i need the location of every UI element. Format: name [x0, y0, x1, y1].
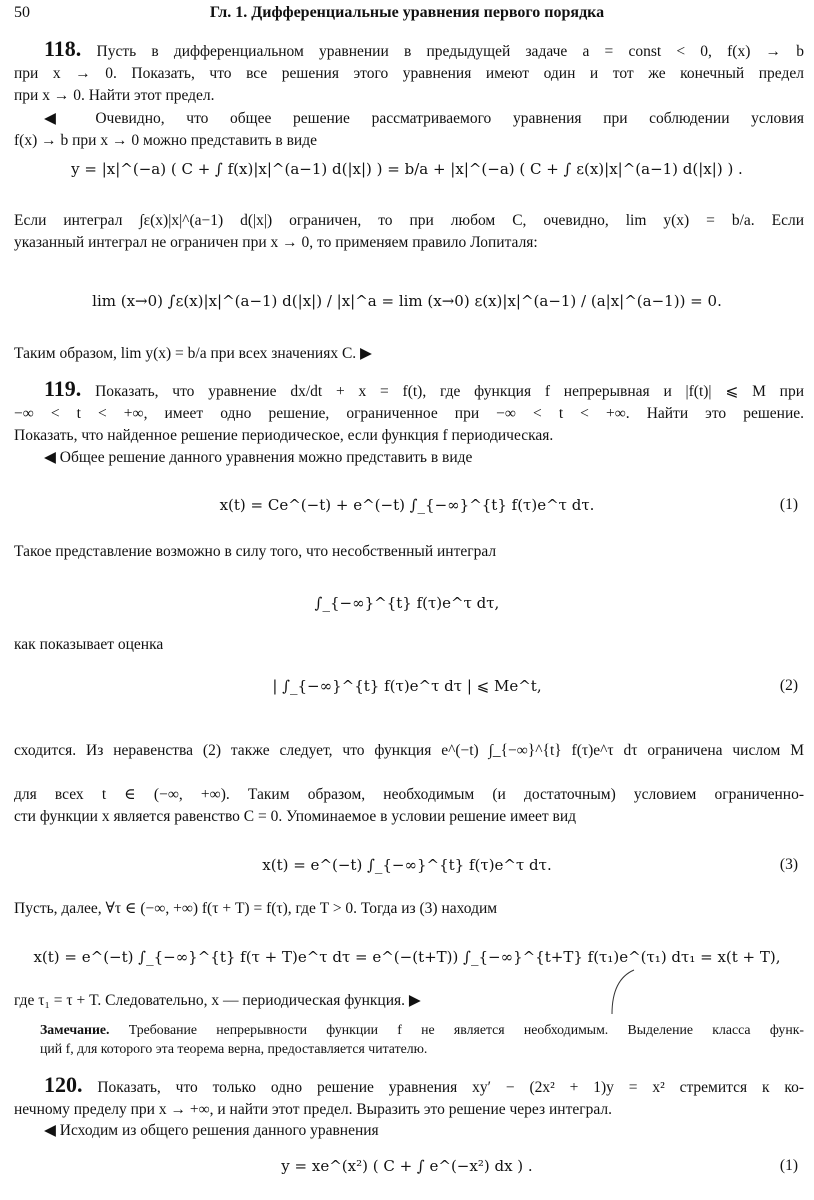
- problem-number: 120.: [44, 1072, 83, 1097]
- equation-number: (1): [779, 496, 798, 513]
- equation-1: y = xe^(x²) ( C + ∫ e^(−x²) dx ) .: [281, 1157, 533, 1175]
- statement-line: Показать, что только одно решение уравнения xy′ − (2x² + 1)y = x² стремится к ко-: [97, 1079, 805, 1096]
- statement-line: нечному пределу при x → +∞, и найти этот предел. Выразить это решение через интеграл.: [14, 1101, 612, 1118]
- solution-line: ◀ Исходим из общего решения данного уравнения: [44, 1122, 379, 1139]
- text-line: как показывает оценка: [14, 636, 164, 653]
- remark-line: Требование непрерывности функции f не является необходимым. Выделение класса функ-: [128, 1022, 805, 1037]
- problem-number: 118.: [44, 36, 82, 61]
- problem-118-conclusion: Таким образом, lim y(x) = b/a при всех значениях C. ▶: [14, 345, 372, 362]
- chapter-title: Гл. 1. Дифференциальные уравнения первого порядка: [209, 4, 605, 21]
- text-line: для всех t ∈ (−∞, +∞). Таким образом, необходимым (и достаточным) условием ограниченно-: [14, 786, 804, 803]
- equation-number: (2): [779, 677, 798, 694]
- text-line: сти функции x является равенство C = 0. Упоминаемое в условии решение имеет вид: [14, 808, 577, 825]
- problem-120-statement: [14, 1074, 804, 1121]
- equation-number: (1): [779, 1157, 798, 1174]
- statement-line: −∞ < t < +∞, имеет одно решение, ограниченное при −∞ < t < +∞. Найти это решение.: [14, 405, 804, 422]
- text-line: где τ₁ = τ + T. Следовательно, x — периодическая функция. ▶: [14, 992, 421, 1009]
- text-block: [14, 784, 804, 828]
- problem-118-solution: [14, 108, 804, 152]
- statement-line: Показать, что уравнение dx/dt + x = f(t), где функция f непрерывная и |f(t)| ⩽ M при: [95, 383, 804, 400]
- discussion-line: указанный интеграл не ограничен при x → 0, то применяем правило Лопиталя:: [14, 234, 538, 251]
- equation-lopital: lim (x→0) ∫ε(x)|x|^(a−1) d(|x|) / |x|^a = lim (x→0) ε(x)|x|^(a−1) / (a|x|^(a−1)) = 0.: [92, 292, 722, 310]
- text-line: Пусть, далее, ∀τ ∈ (−∞, +∞) f(τ + T) = f(τ), где T > 0. Тогда из (3) находим: [14, 900, 498, 917]
- problem-118-discussion: [14, 210, 804, 254]
- solution-line: f(x) → b при x → 0 можно представить в виде: [14, 132, 317, 149]
- problem-118-statement: [14, 38, 804, 107]
- equation-2: | ∫_{−∞}^{t} f(τ)e^τ dτ | ⩽ Me^t,: [272, 677, 542, 695]
- statement-line: при x → 0. Найти этот предел.: [14, 87, 215, 104]
- problem-number: 119.: [44, 376, 82, 401]
- pencil-stroke-mark: [606, 968, 636, 1018]
- equation-periodic: x(t) = e^(−t) ∫_{−∞}^{t} f(τ + T)e^τ dτ = e^(−(t+T)) ∫_{−∞}^{t+T} f(τ₁)e^(τ₁) dτ₁ = x(t + T),: [33, 948, 781, 966]
- statement-line: Показать, что найденное решение периодическое, если функция f периодическая.: [14, 427, 554, 444]
- equation-improper-integral: ∫_{−∞}^{t} f(τ)e^τ dτ,: [314, 594, 500, 612]
- page-number: 50: [14, 4, 30, 21]
- problem-119-statement: [14, 378, 804, 447]
- text-line: Такое представление возможно в силу того, что несобственный интеграл: [14, 543, 497, 560]
- solution-line: ◀ Очевидно, что общее решение рассматриваемого уравнения при соблюдении условия: [44, 110, 804, 127]
- remark-line: ций f, для которого эта теорема верна, предоставляется читателю.: [40, 1041, 428, 1056]
- remark-label: Замечание.: [40, 1022, 110, 1037]
- statement-line: при x → 0. Показать, что все решения этого уравнения имеют один и тот же конечный предел: [14, 65, 804, 82]
- equation-1: x(t) = Ce^(−t) + e^(−t) ∫_{−∞}^{t} f(τ)e^τ dτ.: [219, 496, 595, 514]
- text-block: [14, 740, 804, 762]
- discussion-line: Если интеграл ∫ε(x)|x|^(a−1) d(|x|) ограничен, то при любом C, очевидно, lim y(x) = b/a. Если: [14, 212, 804, 229]
- equation-3: x(t) = e^(−t) ∫_{−∞}^{t} f(τ)e^τ dτ.: [262, 856, 552, 874]
- statement-line: Пусть в дифференциальном уравнении в предыдущей задаче a = const < 0, f(x) → b: [96, 43, 805, 60]
- equation-general-solution: y = |x|^(−a) ( C + ∫ f(x)|x|^(a−1) d(|x|) ) = b/a + |x|^(−a) ( C + ∫ ε(x)|x|^(a−1) d(|x|) ) .: [71, 160, 743, 178]
- remark-block: [40, 1020, 804, 1058]
- solution-line: ◀ Общее решение данного уравнения можно представить в виде: [44, 449, 473, 466]
- text-line: сходится. Из неравенства (2) также следует, что функция e^(−t) ∫_{−∞}^{t} f(τ)e^τ dτ ограничена числом M: [14, 742, 804, 759]
- equation-number: (3): [779, 856, 798, 873]
